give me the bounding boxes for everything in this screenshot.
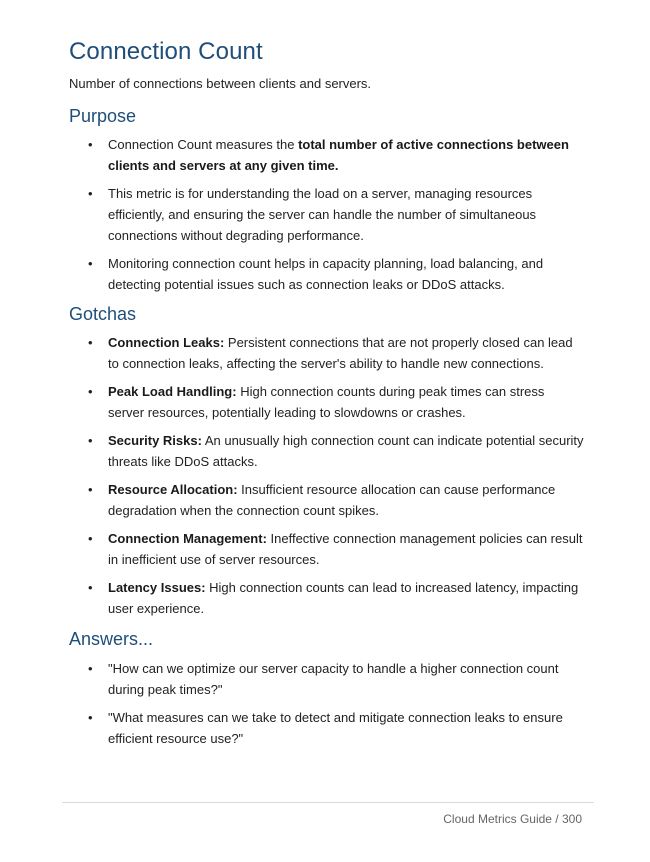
gotchas-list — [69, 332, 584, 626]
footer-divider — [62, 802, 594, 803]
answers-heading: Answers... — [69, 629, 154, 649]
gotcha-item: • Security Risks: An unusually high connection count can indicate potential security threats like DDoS attacks. — [69, 430, 584, 472]
answers-list — [69, 658, 584, 756]
gotcha-item: • Latency Issues: High connection counts can lead to increased latency, impacting user experience. — [69, 577, 584, 619]
purpose-item: • Monitoring connection count helps in capacity planning, load balancing, and detecting potential issues such as connection leaks or DDoS attacks. — [69, 253, 584, 295]
gotchas-heading: Gotchas — [69, 304, 137, 324]
page-subtitle: Number of connections between clients and servers. — [69, 76, 372, 91]
gotcha-item: • Peak Load Handling: High connection counts during peak times can stress server resources, potentially leading to slowdowns or crashes. — [69, 381, 584, 423]
purpose-item: • This metric is for understanding the load on a server, managing resources efficiently, and ensuring the server can handle the number of simultaneous connections without degrading performance. — [69, 183, 584, 246]
answer-item: • "How can we optimize our server capacity to handle a higher connection count during peak times?" — [69, 658, 584, 700]
purpose-item: • Connection Count measures the total number of active connections between clients and servers at any given time. — [69, 134, 584, 176]
gotcha-item: • Resource Allocation: Insufficient resource allocation can cause performance degradation when the connection count spikes. — [69, 479, 584, 521]
page-title: Connection Count — [69, 38, 263, 65]
purpose-list — [69, 134, 584, 302]
gotcha-item: • Connection Management: Ineffective connection management policies can result in inefficient use of server resources. — [69, 528, 584, 570]
purpose-heading: Purpose — [69, 106, 137, 126]
gotcha-item: • Connection Leaks: Persistent connections that are not properly closed can lead to connection leaks, affecting the server's ability to handle new connections. — [69, 332, 584, 374]
page-footer: Cloud Metrics Guide / 300 — [443, 812, 582, 826]
answer-item: • "What measures can we take to detect and mitigate connection leaks to ensure efficient resource use?" — [69, 707, 584, 749]
